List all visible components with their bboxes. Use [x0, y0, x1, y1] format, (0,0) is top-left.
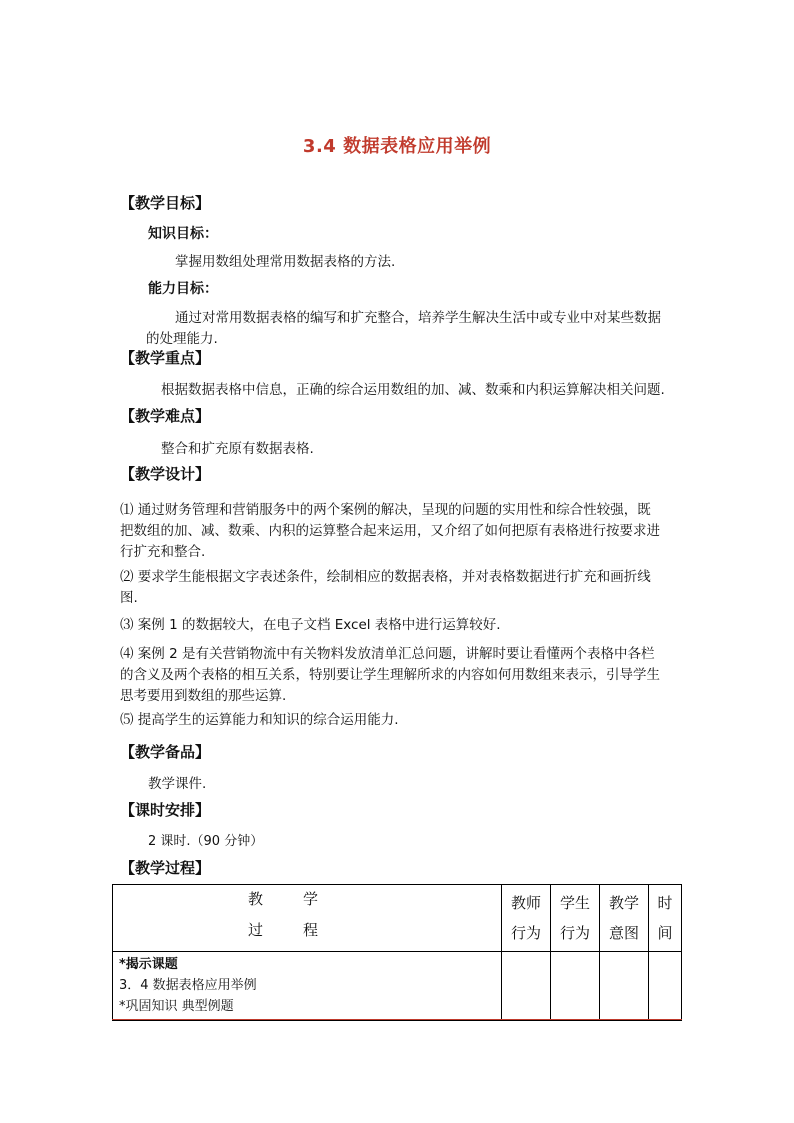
header-time-line1: 时	[657, 894, 673, 912]
process-header-main	[113, 885, 502, 952]
design-item-1-line2: 把数组的加、减、数乘、内积的运算整合起来运用，又介绍了如何把原有表格进行按要求进	[120, 523, 660, 539]
section-heading-key-points: 【教学重点】	[120, 349, 211, 367]
design-item-4-line3: 思考要用到数组的那些运算.	[120, 688, 287, 704]
section-heading-objectives: 【教学目标】	[120, 194, 211, 212]
header-teacher-behavior-line2: 行为	[510, 924, 541, 942]
process-table-header	[113, 885, 682, 952]
table-row	[113, 952, 682, 1021]
design-item-2-line1: ⑵ 要求学生能根据文字表述条件，绘制相应的数据表格，并对表格数据进行扩充和画折线	[120, 569, 651, 585]
ability-objective-line1: 通过对常用数据表格的编写和扩充整合，培养学生解决生活中或专业中对某些数据	[175, 310, 661, 326]
design-item-3-line1: ⑶ 案例 1 的数据较大，在电子文档 Excel 表格中进行运算较好.	[120, 617, 501, 633]
design-item-5	[120, 710, 399, 731]
header-student-behavior-line2: 行为	[559, 924, 590, 942]
ability-objective-label: 能力目标：	[148, 281, 218, 297]
process-table	[112, 884, 682, 1021]
row-line-topic-title: 3．4 数据表格应用举例	[119, 978, 257, 993]
design-item-1	[120, 500, 660, 563]
design-item-5-line1: ⑸ 提高学生的运算能力和知识的综合运用能力.	[120, 712, 399, 728]
design-item-2	[120, 567, 651, 609]
row-line-consolidate: *巩固知识 典型例题	[119, 999, 234, 1014]
row-line-reveal-topic: *揭示课题	[119, 957, 178, 972]
row-time-cell	[649, 952, 682, 1021]
row-teaching-intent-cell	[600, 952, 649, 1021]
header-student-behavior-line1: 学生	[559, 894, 590, 912]
row-student-behavior-cell	[551, 952, 600, 1021]
materials-text: 教学课件.	[148, 776, 207, 792]
header-time	[649, 885, 682, 952]
knowledge-objective-text: 掌握用数组处理常用数据表格的方法.	[175, 254, 396, 270]
process-header-char-1: 教	[248, 890, 264, 908]
design-item-4-line2: 的含义及两个表格的相互关系，特别要让学生理解所求的内容如何用数组来表示，引导学生	[120, 667, 660, 683]
header-teaching-intent	[600, 885, 649, 952]
section-heading-design: 【教学设计】	[120, 465, 211, 483]
key-points-text: 根据数据表格中信息，正确的综合运用数组的加、减、数乘和内积运算解决相关问题.	[161, 382, 665, 398]
schedule-text: 2 课时.（90 分钟）	[148, 834, 264, 849]
table-bottom-rule	[112, 1019, 682, 1020]
ability-objective-line2: 的处理能力.	[146, 331, 218, 347]
header-teaching-intent-line2: 意图	[608, 924, 639, 942]
section-heading-difficulties: 【教学难点】	[120, 407, 211, 425]
header-teacher-behavior-line1: 教师	[510, 894, 541, 912]
header-teaching-intent-line1: 教学	[608, 894, 639, 912]
process-header-char-3: 过	[248, 921, 264, 939]
difficulties-text: 整合和扩充原有数据表格.	[161, 441, 314, 457]
section-heading-process: 【教学过程】	[120, 859, 211, 877]
row-teacher-behavior-cell	[502, 952, 551, 1021]
process-row-content	[113, 952, 502, 1021]
header-time-line2: 间	[657, 924, 673, 942]
design-item-1-line3: 行扩充和整合.	[120, 544, 206, 560]
page-title: 3.4 数据表格应用举例	[302, 136, 492, 157]
design-item-4	[120, 644, 660, 707]
design-item-1-line1: ⑴ 通过财务管理和营销服务中的两个案例的解决，呈现的问题的实用性和综合性较强，既	[120, 502, 651, 518]
header-teacher-behavior	[502, 885, 551, 952]
design-item-2-line2: 图.	[120, 590, 138, 606]
design-item-4-line1: ⑷ 案例 2 是有关营销物流中有关物料发放清单汇总问题，讲解时要让看懂两个表格中各栏	[120, 646, 655, 662]
process-header-char-2: 学	[303, 890, 319, 908]
header-student-behavior	[551, 885, 600, 952]
section-heading-schedule: 【课时安排】	[120, 801, 211, 819]
process-header-char-4: 程	[303, 921, 319, 939]
section-heading-materials: 【教学备品】	[120, 743, 211, 761]
knowledge-objective-label: 知识目标：	[148, 226, 218, 242]
design-item-3	[120, 615, 501, 636]
